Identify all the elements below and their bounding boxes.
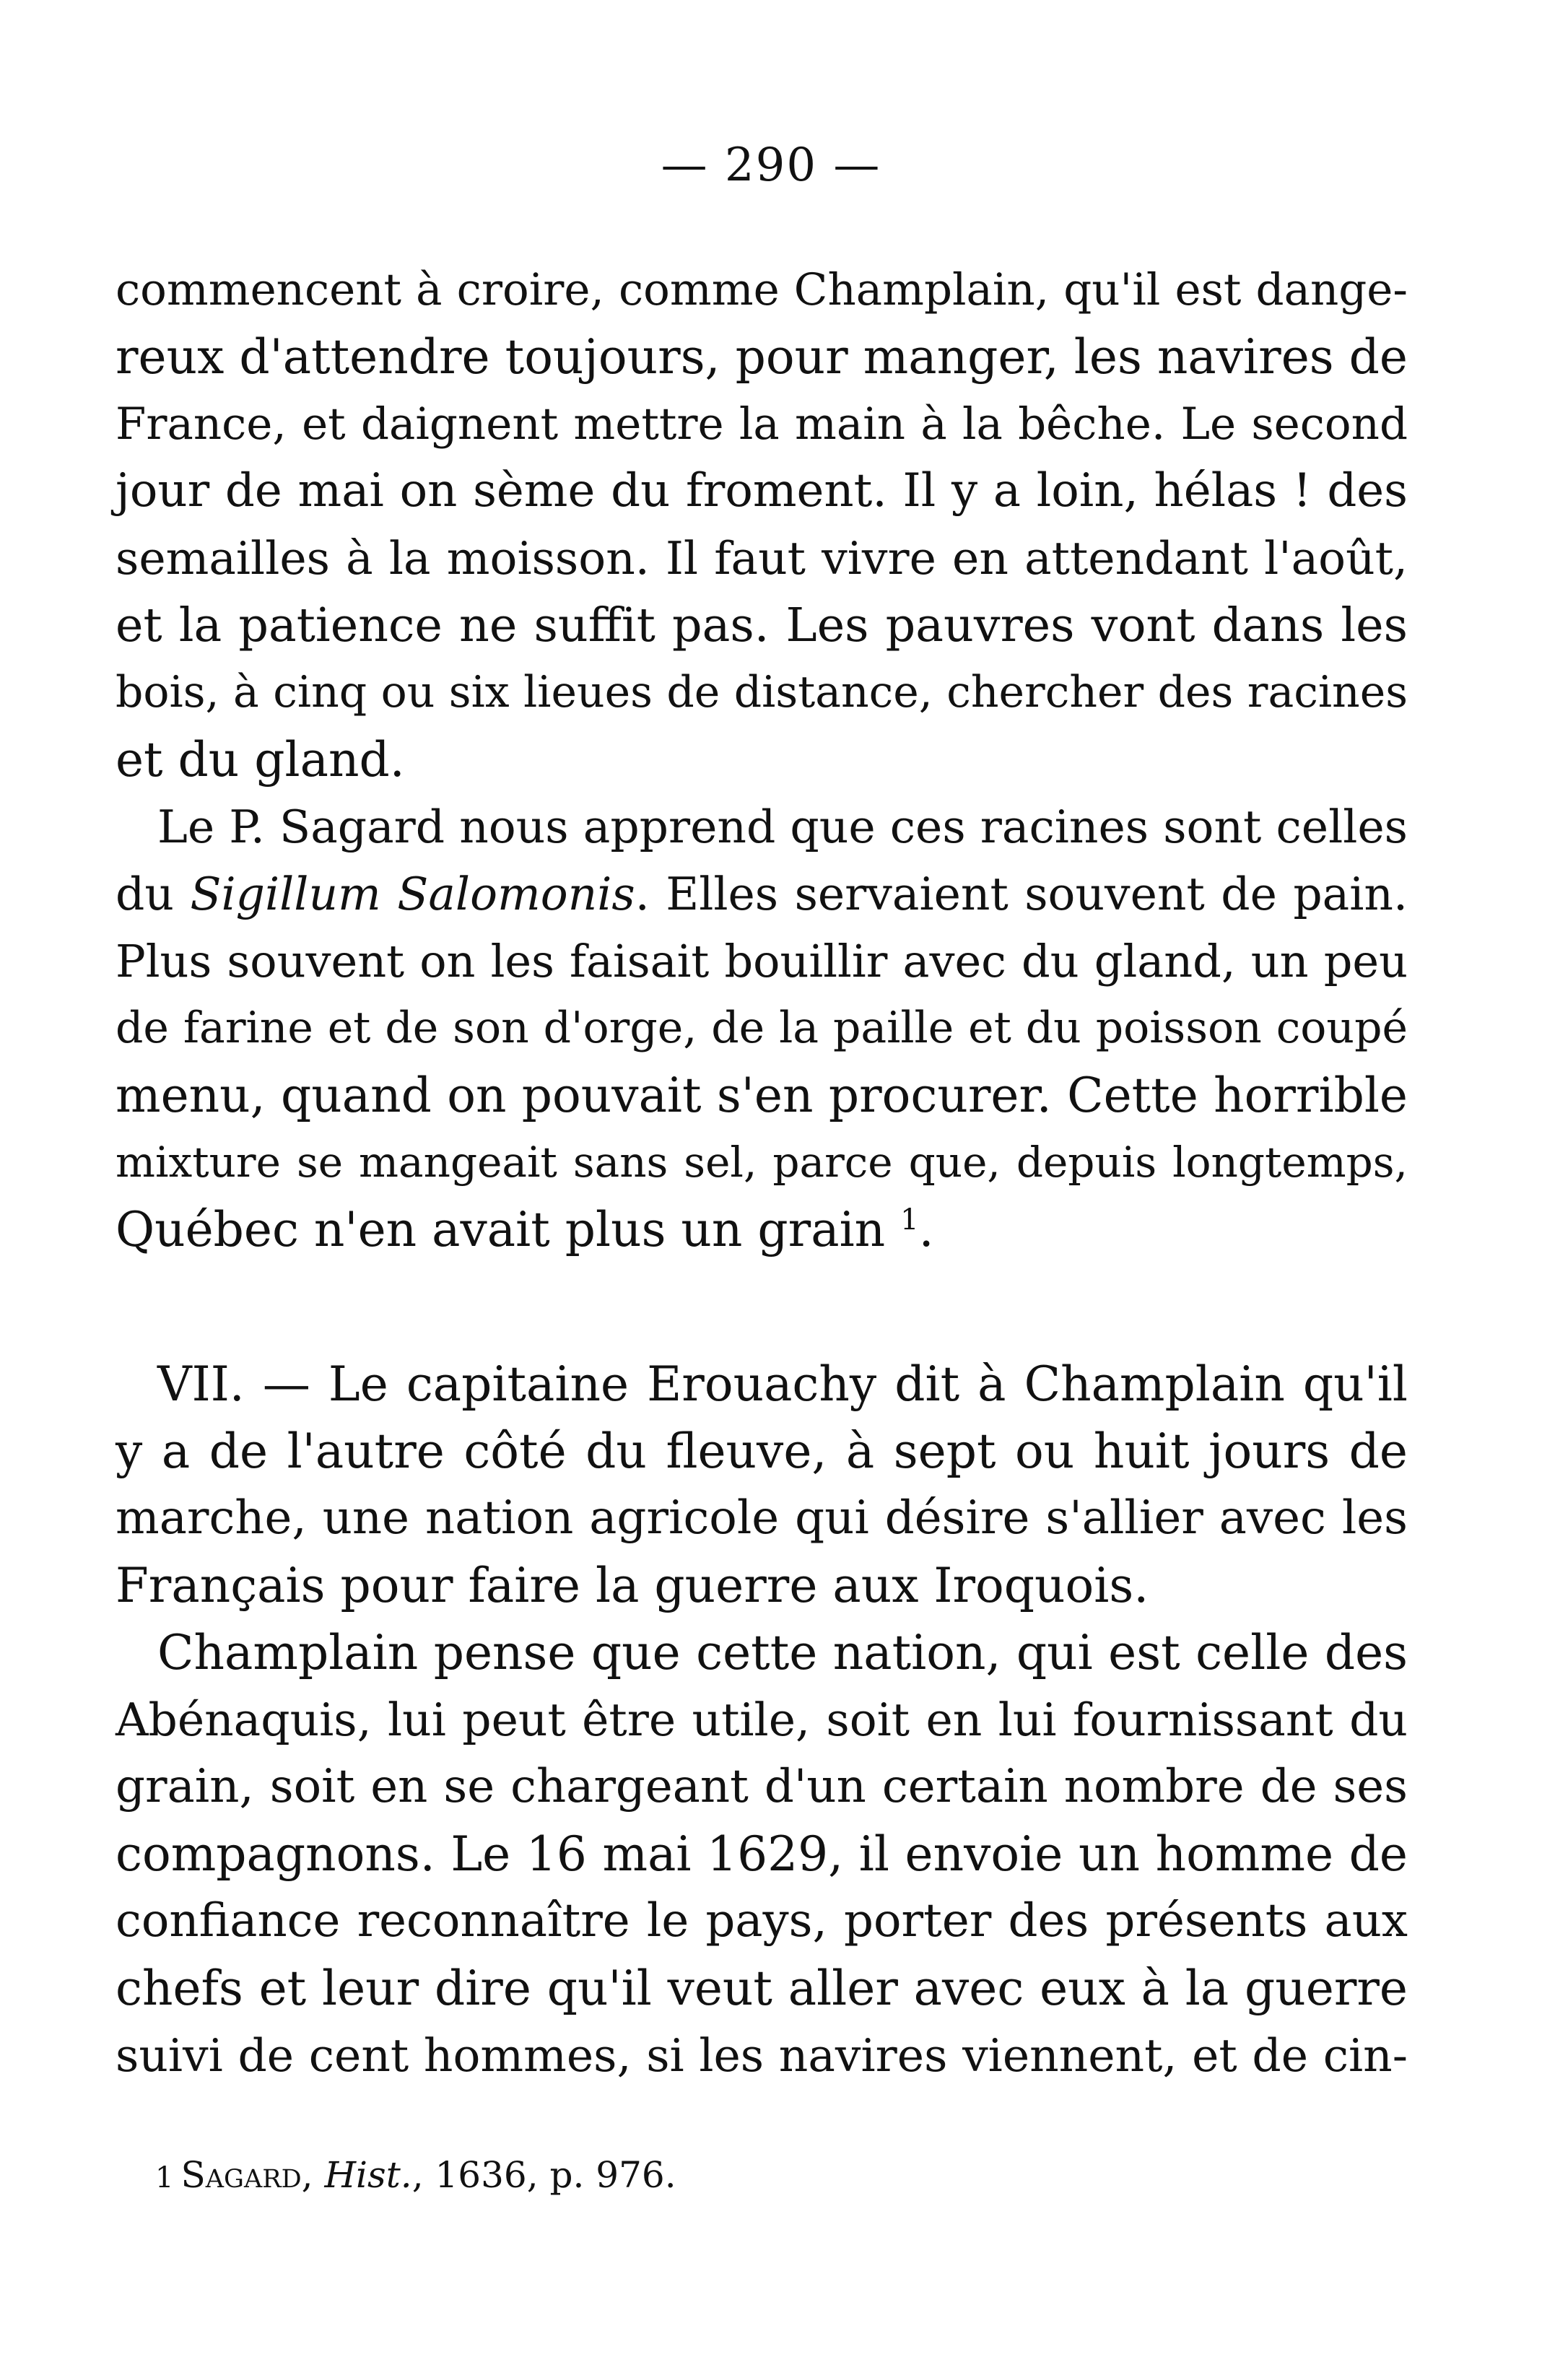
paragraph-4 bbox=[116, 1619, 1408, 2089]
paragraph-1 bbox=[116, 256, 1408, 793]
text-span: . bbox=[918, 1202, 934, 1257]
text-span: Québec n'en avait plus un grain bbox=[116, 1202, 886, 1257]
text-line: France, et daignent mettre la main à la bêche. Le second bbox=[116, 398, 1408, 450]
text-line: confiance reconnaître le pays, porter des présents aux bbox=[116, 1894, 1408, 1948]
text-line: suivi de cent hommes, si les navires viennent, et de cin- bbox=[116, 2029, 1408, 2082]
text-line bbox=[116, 860, 1408, 928]
text-line: reux d'attendre toujours, pour manger, les navires de bbox=[116, 329, 1408, 385]
footnote-reference: 1 bbox=[900, 1203, 919, 1237]
text-span: . Elles servaient souvent de pain. bbox=[635, 868, 1408, 920]
text-line: mixture se mangeait sans sel, parce que, depuis longtemps, bbox=[116, 1138, 1408, 1187]
paragraph-2 bbox=[116, 793, 1408, 1263]
text-span: , bbox=[301, 2154, 325, 2196]
text-line: Abénaquis, lui peut être utile, soit en lui fournissant du bbox=[116, 1694, 1408, 1746]
latin-plant-name: Sigillum Salomonis bbox=[190, 868, 635, 920]
text-line: chefs et leur dire qu'il veut aller avec eux à la guerre bbox=[116, 1961, 1408, 2016]
text-line: et la patience ne suffit pas. Les pauvres vont dans les bbox=[116, 598, 1408, 653]
text-line: grain, soit en se chargeant d'un certain nombre de ses bbox=[116, 1760, 1408, 1813]
text-line: bois, à cinq ou six lieues de distance, chercher des racines bbox=[116, 667, 1408, 718]
page-number: — 290 — bbox=[661, 139, 881, 192]
text-line: Le P. Sagard nous apprend que ces racines sont celles bbox=[157, 801, 1408, 853]
text-line: de farine et de son d'orge, de la paille et du poisson coupé bbox=[116, 1003, 1408, 1053]
text-line: Français pour faire la guerre aux Iroquois. bbox=[116, 1558, 1149, 1613]
text-line: commencent à croire, comme Champlain, qu'il est dange- bbox=[116, 264, 1408, 315]
text-line: y a de l'autre côté du fleuve, à sept ou huit jours de bbox=[116, 1424, 1408, 1479]
text-line bbox=[116, 1196, 1408, 1263]
footnote-author: Sagard bbox=[180, 2154, 302, 2196]
text-line: menu, quand on pouvait s'en procurer. Cette horrible bbox=[116, 1068, 1408, 1123]
section-heading-line: VII. — Le capitaine Erouachy dit à Champlain qu'il bbox=[157, 1356, 1408, 1412]
text-line: jour de mai on sème du froment. Il y a loin, hélas ! des bbox=[116, 464, 1408, 518]
text-line: compagnons. Le 16 mai 1629, il envoie un homme de bbox=[116, 1826, 1408, 1882]
footnote-work: Hist. bbox=[324, 2154, 412, 2196]
text-line: et du gland. bbox=[116, 732, 405, 788]
text-line: Champlain pense que cette nation, qui est celle des bbox=[157, 1625, 1408, 1681]
text-line: marche, une nation agricole qui désire s'allier avec les bbox=[116, 1491, 1408, 1545]
text-span: , 1636, p. 976. bbox=[411, 2154, 676, 2196]
paragraph-3 bbox=[116, 1351, 1408, 1619]
text-line: Plus souvent on les faisait bouillir avec du gland, un peu bbox=[116, 935, 1408, 988]
text-span: du bbox=[116, 868, 191, 920]
footnote-mark: 1 bbox=[155, 2161, 174, 2194]
footnote bbox=[155, 2153, 676, 2197]
text-line: semailles à la moisson. Il faut vivre en attendant l'août, bbox=[116, 532, 1408, 585]
